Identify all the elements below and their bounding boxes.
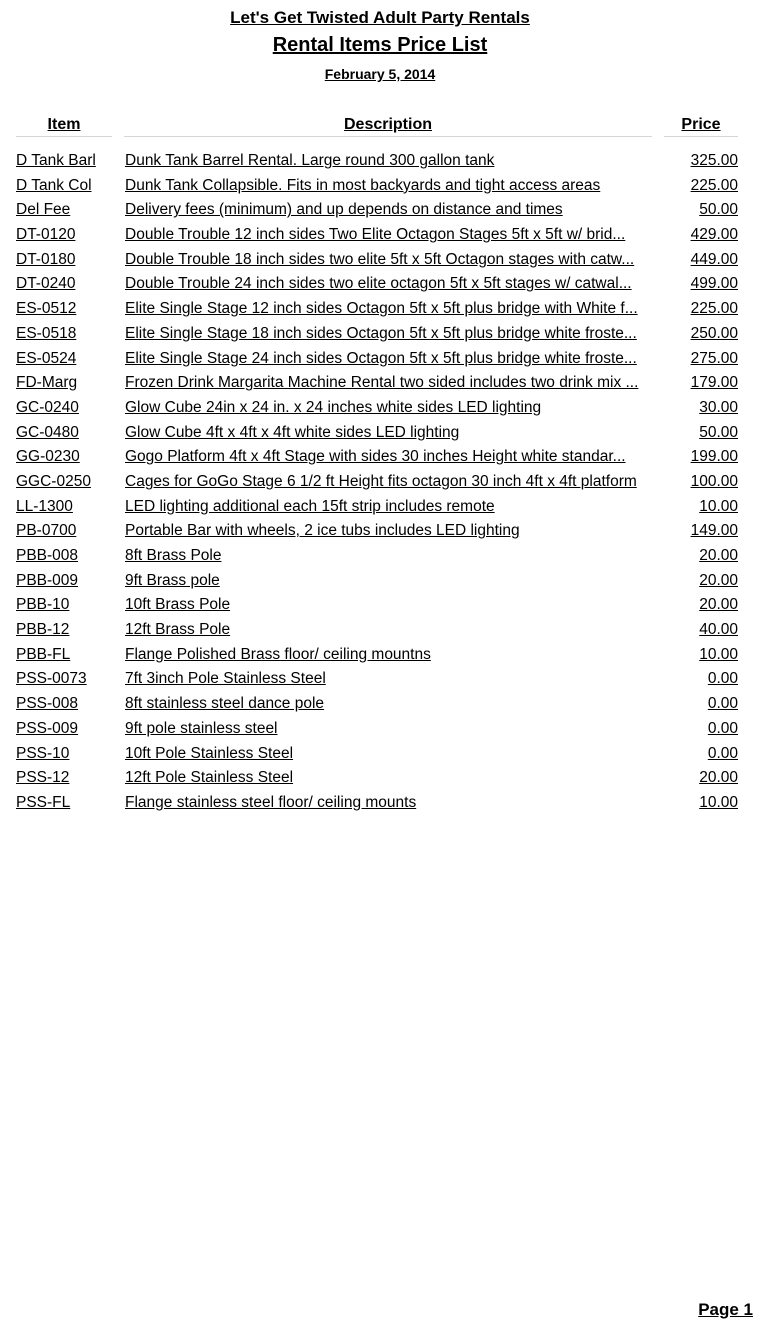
item-price: 0.00: [707, 670, 738, 688]
column-header-price: Price: [664, 116, 738, 137]
item-code: FD-Marg: [16, 374, 78, 392]
item-price: 499.00: [690, 275, 738, 293]
item-code: ES-0524: [16, 349, 77, 367]
item-description: 10ft Pole Stainless Steel: [125, 744, 294, 762]
item-price: 20.00: [699, 547, 738, 564]
table-row: [0, 495, 760, 520]
table-row: [0, 149, 760, 174]
page-number: Page 1: [698, 1300, 753, 1319]
table-row: [0, 445, 760, 470]
item-code: PBB-FL: [16, 645, 71, 663]
item-price: 199.00: [690, 448, 738, 466]
item-code: PBB-10: [16, 596, 70, 614]
item-description: Elite Single Stage 24 inch sides Octagon 5ft x 5ft plus bridge white froste...: [125, 349, 637, 367]
table-row: [0, 593, 760, 618]
document-title: [0, 34, 760, 57]
item-price: 20.00: [699, 596, 738, 614]
item-description: 9ft pole stainless steel: [125, 719, 278, 737]
item-code: GC-0480: [16, 423, 79, 441]
item-code: DT-0240: [16, 275, 76, 293]
item-description: Double Trouble 24 inch sides two elite octagon 5ft x 5ft stages w/ catwal...: [125, 275, 632, 293]
item-code: PSS-009: [16, 719, 79, 737]
table-row: [0, 470, 760, 495]
item-code: DT-0180: [16, 250, 76, 268]
company-name: Let's Get Twisted Adult Party Rentals: [230, 8, 530, 27]
table-row: [0, 569, 760, 594]
item-price: 20.00: [699, 769, 738, 787]
table-row: [0, 519, 760, 544]
table-row: [0, 643, 760, 668]
item-price: 0.00: [707, 744, 738, 762]
table-row: [0, 766, 760, 791]
item-description: 12ft Brass Pole: [125, 621, 231, 639]
item-price: 0.00: [707, 695, 738, 713]
item-code: LL-1300: [16, 497, 73, 515]
item-code: Del Fee: [16, 201, 71, 219]
table-row: [0, 421, 760, 446]
table-row: [0, 618, 760, 643]
item-description: 12ft Pole Stainless Steel: [125, 769, 294, 787]
table-row: [0, 667, 760, 692]
item-price: 10.00: [699, 497, 738, 515]
item-code: GG-0230: [16, 448, 80, 466]
item-price: 30.00: [699, 398, 738, 416]
item-price: 225.00: [690, 300, 738, 318]
document-date-text: February 5, 2014: [324, 66, 436, 82]
table-row: [0, 272, 760, 297]
item-code: PSS-12: [16, 769, 70, 787]
table-row: [0, 742, 760, 767]
item-description: Dunk Tank Barrel Rental. Large round 300 gallon tank: [125, 152, 495, 169]
item-code: PB-0700: [16, 522, 77, 540]
item-description: Frozen Drink Margarita Machine Rental two sided includes two drink mix ...: [125, 374, 639, 392]
table-row: [0, 223, 760, 248]
item-price: 179.00: [690, 374, 738, 392]
item-code: D Tank Barl: [16, 152, 96, 169]
item-price: 225.00: [690, 176, 738, 194]
item-code: PBB-009: [16, 571, 79, 589]
item-code: D Tank Col: [16, 176, 92, 194]
item-code: GGC-0250: [16, 472, 91, 490]
item-description: Elite Single Stage 18 inch sides Octagon 5ft x 5ft plus bridge white froste...: [125, 324, 637, 342]
item-price: 275.00: [690, 349, 738, 367]
item-description: 8ft stainless steel dance pole: [125, 695, 325, 713]
item-code: DT-0120: [16, 226, 76, 244]
item-description: Elite Single Stage 12 inch sides Octagon 5ft x 5ft plus bridge with White f...: [125, 300, 638, 318]
item-description: Flange Polished Brass floor/ ceiling mountns: [125, 645, 431, 663]
item-price: 250.00: [690, 324, 738, 342]
item-code: PSS-10: [16, 744, 70, 762]
item-price: 100.00: [690, 472, 738, 490]
item-price: 10.00: [699, 793, 738, 811]
column-header-item: Item: [16, 116, 112, 137]
table-row: [0, 544, 760, 569]
item-description: Glow Cube 24in x 24 in. x 24 inches white sides LED lighting: [125, 398, 542, 416]
item-price: 20.00: [699, 571, 738, 589]
item-code: ES-0512: [16, 300, 77, 318]
price-list-table: [0, 149, 760, 816]
table-row: [0, 717, 760, 742]
item-price: 0.00: [707, 719, 738, 737]
item-description: Cages for GoGo Stage 6 1/2 ft Height fits octagon 30 inch 4ft x 4ft platform: [125, 472, 637, 490]
item-price: 50.00: [699, 423, 738, 441]
table-row: [0, 347, 760, 372]
item-code: GC-0240: [16, 398, 79, 416]
table-row: [0, 174, 760, 199]
item-description: LED lighting additional each 15ft strip includes remote: [125, 497, 495, 515]
item-code: ES-0518: [16, 324, 77, 342]
table-row: [0, 692, 760, 717]
item-code: PBB-12: [16, 621, 70, 639]
column-header-description: Description: [124, 116, 652, 137]
item-description: Gogo Platform 4ft x 4ft Stage with sides 30 inches Height white standar...: [125, 448, 626, 466]
table-row: [0, 297, 760, 322]
item-description: Double Trouble 18 inch sides two elite 5ft x 5ft Octagon stages with catw...: [125, 250, 635, 268]
document-date: [0, 66, 760, 82]
item-description: Dunk Tank Collapsible. Fits in most backyards and tight access areas: [125, 176, 601, 194]
item-price: 449.00: [690, 250, 738, 268]
table-row: [0, 322, 760, 347]
item-description: Double Trouble 12 inch sides Two Elite Octagon Stages 5ft x 5ft w/ brid...: [125, 226, 626, 244]
item-code: PSS-0073: [16, 670, 87, 688]
document-title-text: Rental Items Price List: [272, 34, 488, 56]
table-row: [0, 198, 760, 223]
item-description: Glow Cube 4ft x 4ft x 4ft white sides LED lighting: [125, 423, 460, 441]
item-price: 50.00: [699, 201, 738, 219]
item-price: 325.00: [690, 152, 738, 169]
item-price: 10.00: [699, 645, 738, 663]
item-code: PSS-FL: [16, 793, 71, 811]
item-code: PSS-008: [16, 695, 79, 713]
item-description: 8ft Brass Pole: [125, 547, 222, 564]
item-price: 149.00: [690, 522, 738, 540]
item-description: 10ft Brass Pole: [125, 596, 231, 614]
table-row: [0, 371, 760, 396]
item-code: PBB-008: [16, 547, 79, 564]
table-row: [0, 396, 760, 421]
item-description: Delivery fees (minimum) and up depends on distance and times: [125, 201, 563, 219]
item-price: 429.00: [690, 226, 738, 244]
table-row: [0, 791, 760, 816]
item-description: 7ft 3inch Pole Stainless Steel: [125, 670, 326, 688]
item-price: 40.00: [699, 621, 738, 639]
table-row: [0, 248, 760, 273]
item-description: Portable Bar with wheels, 2 ice tubs includes LED lighting: [125, 522, 520, 540]
item-description: 9ft Brass pole: [125, 571, 220, 589]
item-description: Flange stainless steel floor/ ceiling mounts: [125, 793, 417, 811]
